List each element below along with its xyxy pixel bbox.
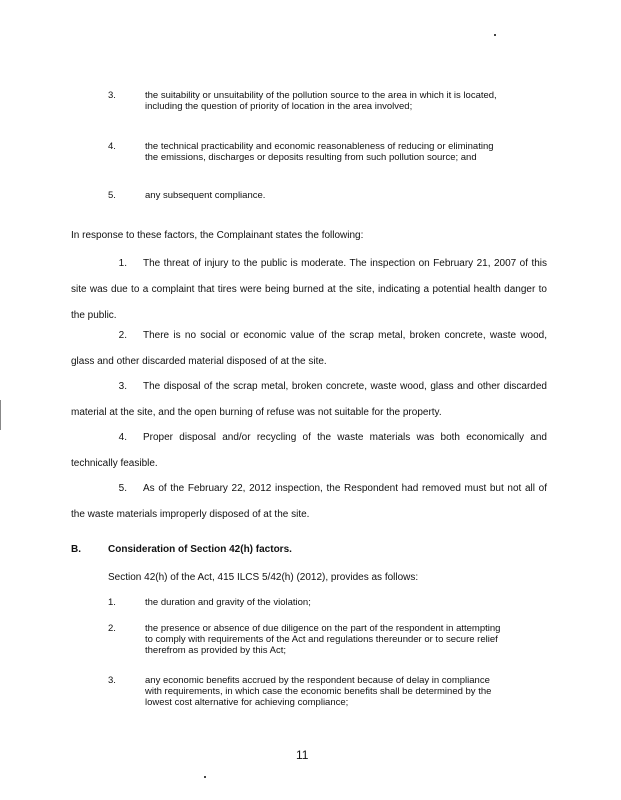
list-number: 4. [108, 141, 116, 152]
list-number: 3. [108, 90, 116, 101]
list-number: 3. [108, 675, 116, 686]
response-paragraph [71, 323, 547, 375]
list-number: 2. [108, 623, 116, 634]
paragraph-number: 2. [118, 330, 127, 341]
paragraph-text: As of the February 22, 2012 inspection, the Respondent had removed must but not all of the waste materials improperly disposed of at the site. [71, 483, 547, 520]
response-intro: In response to these factors, the Complainant states the following: [71, 230, 364, 241]
list-text: the duration and gravity of the violation; [145, 597, 311, 608]
section-intro: Section 42(h) of the Act, 415 ILCS 5/42(h) (2012), provides as follows: [108, 572, 419, 583]
scan-speck [204, 776, 206, 778]
paragraph-number: 3. [118, 381, 127, 392]
list-text: the suitability or unsuitability of the pollution source to the area in which it is located, including the question of priority of location in the area involved; [145, 90, 497, 112]
paragraph-text: There is no social or economic value of the scrap metal, broken concrete, waste wood, glass and other discarded material disposed of at the site. [71, 330, 547, 367]
list-text: the technical practicability and economic reasonableness of reducing or eliminating the emissions, discharges or deposits resulting from such pollution source; and [145, 141, 494, 163]
scan-speck [494, 34, 496, 36]
paragraph-number: 5. [118, 483, 127, 494]
response-paragraph [71, 251, 547, 329]
list-number: 1. [108, 597, 116, 608]
page-number: 11 [296, 748, 309, 762]
response-paragraph [71, 374, 547, 426]
paragraph-text: Proper disposal and/or recycling of the waste materials was both economically and technically feasible. [71, 432, 547, 469]
paragraph-number: 1. [118, 258, 127, 269]
paragraph-text: The disposal of the scrap metal, broken concrete, waste wood, glass and other discarded material at the site, and the open burning of refuse was not suitable for the property. [71, 381, 547, 418]
list-text: the presence or absence of due diligence on the part of the respondent in attempting to comply with requirements of the Act and regulations thereunder or to secure relief therefrom as provided by this Act; [145, 623, 501, 656]
scan-edge-mark [0, 400, 1, 430]
paragraph-text: The threat of injury to the public is moderate. The inspection on February 21, 2007 of this site was due to a complaint that tires were being burned at the site, indicating a potential health danger to the public. [71, 258, 547, 321]
response-paragraph [71, 476, 547, 528]
response-paragraph [71, 425, 547, 477]
list-text: any subsequent compliance. [145, 190, 266, 201]
section-heading [71, 544, 491, 558]
list-text: any economic benefits accrued by the respondent because of delay in compliance with requirements, in which case the economic benefits shall be determined by the lowest cost alternative for achieving compliance; [145, 675, 492, 708]
paragraph-number: 4. [118, 432, 127, 443]
section-letter: B. [71, 544, 81, 555]
list-number: 5. [108, 190, 116, 201]
section-title: Consideration of Section 42(h) factors. [108, 544, 292, 555]
